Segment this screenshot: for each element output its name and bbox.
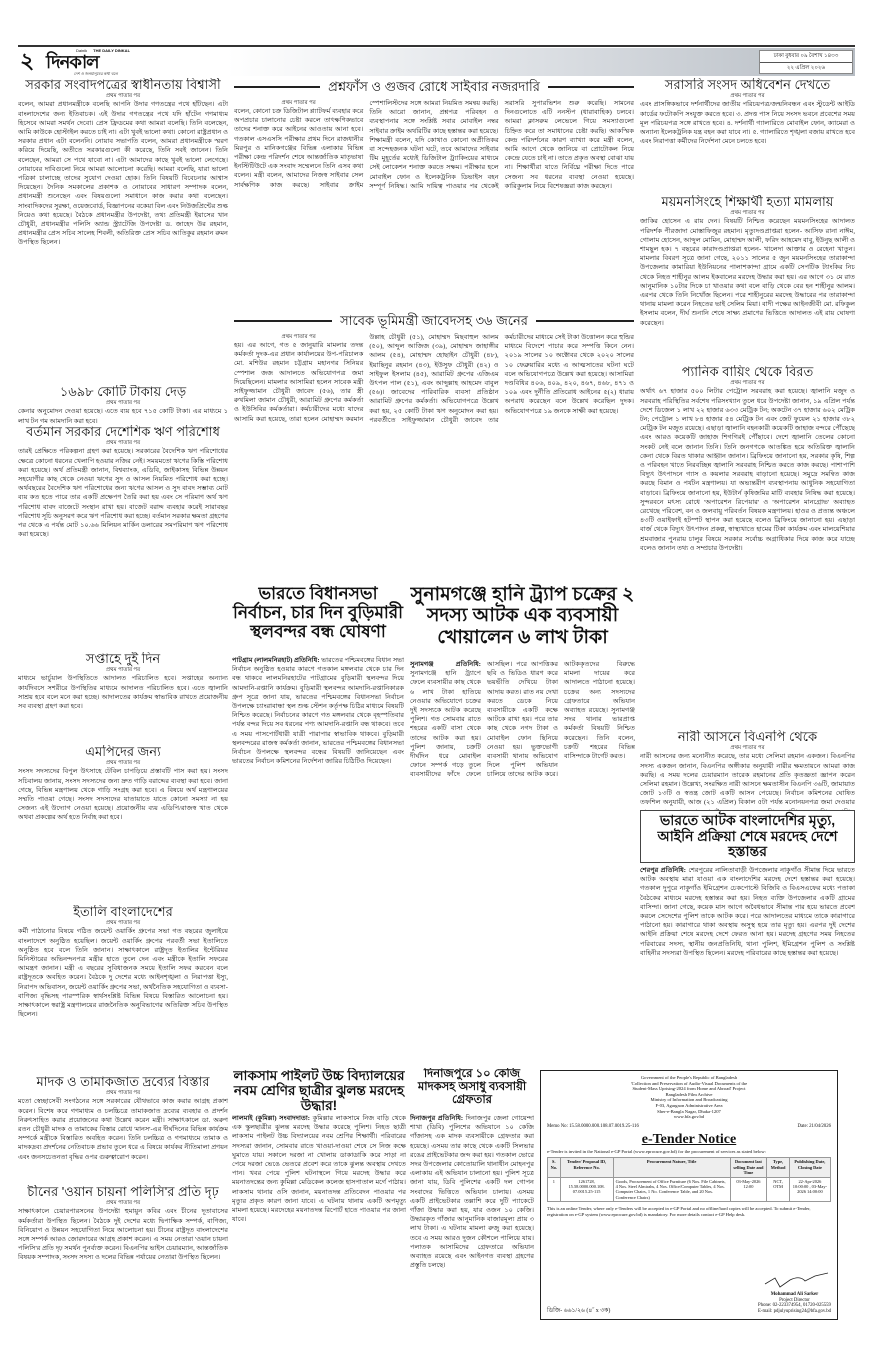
divider [536,320,634,322]
signatory-phone: Phone: 02-223374954, 01720-025559 [758,1303,831,1309]
article-body [410,660,635,1058]
table-cell: NCT, OTM [767,1177,790,1202]
body-text: দিনাজপুর জেলা গোয়েন্দা শাখা (ডিবি) পুলিশের অভিযানে ১০ কেজি গাঁজাসহ এক মাদক ব্যবসায়ীকে গ্রেফতার করা হয়েছে। এসময় তার কাছে থেকে একটি সিলভার রঙের প্রাইভেটকার জব্দ করা হয়। গতকাল ভোরে সদর উপজেলার কোতোয়ালি থানাধীন মোহনপুর এলাকায় এই অভিযান চালানো হয়। পুলিশ সূত্রে জানা যায়, ডিবি পুলিশের একটি দল গোপন সংবাদের ভিত্তিতে অভিযান চালায়। এসময় একটি প্রাইভেটকার তল্লাশি করে দুটি প্যাকেটে গাঁজা উদ্ধার করা হয়, যার ওজন ১০ কেজি। উদ্ধারকৃত গাঁজার আনুমানিক বাজারমূল্য প্রায় ৩ লাখ টাকা। এ ঘটনায় মামলা রুজু করা হয়েছে। তবে এ সময় আরও দুজন কৌশলে পালিয়ে যায়। পলাতক আসামিদের গ্রেফতারে অভিযান অব্যাহত রয়েছে এবং আইনগত ব্যবস্থা গ্রহণের প্রস্তুতি চলছে। [410,1115,534,1270]
continued-label: প্রথম পাতার পর [105,1090,141,1097]
date-english: ২২ এপ্রিল ২০২৬ [786,65,826,71]
memo-row [547,1124,831,1130]
article [18,905,228,1075]
table-cell: 03-May-2026 12:00 [730,1177,767,1202]
article-headline: প্রশ্নফাঁস ও গুজব রোধে সাইবার নজরদারি [328,79,540,94]
column-header: Procurement Nature, Title [613,1158,730,1177]
notice-bottom-row [547,1271,831,1315]
notice-title: e-Tender Notice [641,1131,737,1147]
headline-row [234,80,634,94]
article-body [410,1114,534,1270]
issuer-line: Ministry of Information and Broadcasting [650,1097,728,1103]
issuer-block [547,1075,831,1120]
issuer-line: Student-Mass Uprising-2024 from Home and Abroad' Project [632,1086,746,1092]
continued-label: প্রথম পাতার পর [730,380,765,387]
left-column [18,78,228,1322]
article [18,78,228,385]
issuer-line: 'Collection and Preservation of Audio-Visual Documents of the [630,1080,748,1086]
logo-english: THE DAILY DINKAL [93,48,131,53]
issuer-line: F-03, Agargaon Administrative Area [655,1102,723,1108]
article-body: কেনার অনুমোদন দেওয়া হয়েছে। এতে ব্যয় হবে ৭১৫ কোটি টাকা। এর মাধ্যমে ১ লাখ টন গম আমদানি করা হবে। [18,408,228,425]
article [640,365,855,730]
article-headline: সরাসরি সংসদ অধিবেশন দেখতে [664,78,831,92]
article-body [234,99,634,309]
continued-label: প্রথম পাতার পর [105,920,141,927]
table-cell: 1 [548,1177,561,1202]
signatory-block [758,1271,831,1315]
logo-small: Dainik [76,48,88,53]
article-headline: এমপিদের জন্য [85,745,161,759]
article [410,1068,534,1322]
body-text: হয়। এর আগে, গত ৫ জানুয়ারি মামলার তদন্ত কর্মকর্তা দুদক-এর প্রধান কার্যালয়ের উপ-পরিচালক মো. মশিউর রহমান চট্টগ্রাম মহানগর সিনিয়র স্পেশাল জজ আদালতে অভিযোগপত্র জমা দিয়েছিলেন। মামলার আসামিরা হলেন সাবেক মন্ত্রী সাইফুজ্জামান চৌধুরী জাবেদ (৫৬), তার স্ত্রী রুখমিলা জামান চৌধুরী, আরামিট গ্রুপের কর্মকর্তা ও ইউসিবির কর্মকর্তারা। কর্মচারীদের মধ্যে যাদের আসামি করা হয়েছে, তারা হলেন মোহাম্মদ করমান উল্লাহ চৌধুরী (৫১), মোহাম্মদ মিছবাহুল আলম (৫০), আব্দুল আজিজ (৩৯), মোহাম্মদ জাহাঙ্গীর আলম (৫৪), মোহাম্মদ হোছাইন চৌধুরী (৪৮), ইয়াছিনুর রহমান (৪৩), ইউসুফ চৌধুরী (৪২) ও সাইফুল ইসলাম (৪৫), আরামিট গ্রুপের এজিএম উৎপল পাল (৫১), এবং আব্দুল্লাহ আহমেদ বাবুল (৫৬)। জাবেদের পারিবারিক ব্যবসা প্রতিষ্ঠান আরামিট গ্রুপের কর্মকর্তা। অভিযোগপত্রে উল্লেখ করা হয়, ২৫ কোটি টাকা ঋণ অনুমোদন করা হয়। পরবর্তীতে সাইফুজ্জামান চৌধুরী জাবেদ তার কর্মচারীদের মাধ্যমে সেই টাকা উত্তোলন করে হুন্ডির মাধ্যমে বিদেশে পাচার করে সম্পত্তি কিনে নেন। ২০১৯ সালের ১০ অক্টোবর থেকে ২০২০ সালের ১০ ফেব্রুয়ারির মধ্যে এ আত্মসাতের ঘটনা ঘটে বলে অভিযোগপত্রে উল্লেখ করা হয়েছে। আসামিরা দণ্ডবিধির ৪০৬, ৪০৯, ৪২০, ৪৬৭, ৪৬৮, ৪৭১ ও ১০৯ এবং দুর্নীতি প্রতিরোধ আইনের ৫(২) ধারায় অপরাধ করেছেন বলে উল্লেখ করেছিল দুদক। অভিযোগপত্রে ১৯ জনকে সাক্ষী করা হয়েছে। [234,334,634,424]
body-text: ভারতের পশ্চিমবঙ্গের বিধান সভা নির্বাচন অনুষ্ঠিত হওয়ার কারণে গতকাল মঙ্গলবার থেকে চার দিন বন্ধ থাকবে লালমনিরহাটের পাটগ্রামের বুড়িমারী স্থলবন্দর দিয়ে আমদানি-রপ্তানি কার্যক্রম। বুড়িমারী স্থলবন্দর আমদানি-রপ্তানিকারক গ্রুপ সূত্রে জানা যায়, ভারতের পশ্চিমবঙ্গের বিধানসভা নির্বাচন উপলক্ষে চ্যাংরাবান্ধা স্থল শুল্ক স্টেশন কর্তৃপক্ষ চিঠির মাধ্যমে বিষয়টি নিশ্চিত করেছে। নির্বাচনের কারণে গত মঙ্গলবার থেকে বৃহস্পতিবার পর্যন্ত বন্দর দিয়ে সব ধরনের পণ্য আমদানি-রপ্তানি বন্ধ থাকবে। তবে এ সময় পাসপোর্টধারী যাত্রী পারাপার স্বাভাবিক থাকবে। বুড়িমারী স্থলবন্দরের রাজস্ব কর্মকর্তা জানান, ভারতের পশ্চিমবঙ্গের বিধানসভা নির্বাচন উপলক্ষে স্থলবন্দর বন্ধের বিষয়টি জানিয়েছেন এবং ভারতের নির্বাচন কমিশনের নির্দেশনা জারির চিঠিটিও দিয়েছেন। [232,657,404,766]
article [640,78,855,195]
article-headline: দিনাজপুরে ১০ কেজি মাদকসহ অসাধু ব্যবসায়ী গ্রেফতার [417,1068,527,1106]
article-body: মতো স্বেচ্ছাসেবী সংগঠনের সঙ্গে সরকারের যৌথভাবে কাজ করার আগ্রহ প্রকাশ করেন। বিশেষ করে গণমাধ্যম ও চলচ্চিত্রে তামাকজাত দ্রব্যের ব্যবহার ও প্রদর্শন নিরুৎসাহিত করার প্রয়োজনের কথা উল্লেখ করেন মন্ত্রী। সাক্ষাৎকালে ডা. অরুণ রতন চৌধুরী মাদক ও তামাকের বিস্তার রোধে 'মানস'-এর দীর্ঘদিনের বিভিন্ন কার্যক্রম সম্পর্কে মন্ত্রীকে বিস্তারিত অবহিত করেন। তিনি চলচ্চিত্র ও গণমাধ্যমে তামাক ও মাদকদ্রব্য প্রদর্শনের নেতিবাচক প্রভাব তুলে ধরে এ বিষয়ে কার্যকর নীতিমালা প্রণয়ন এবং জনসচেতনতা বৃদ্ধির ওপর গুরুত্বারোপ করেন। [18,1098,228,1161]
article [18,1185,228,1322]
continued-label: প্রথম পাতার পর [281,334,316,340]
body-text: বলেন, কোনো চক্র ডিজিটাল প্ল্যাটফর্ম ব্যবহার করে অপপ্রচার চালানোর চেষ্টা করলে তাৎক্ষণিকভাবে তাদের শনাক্ত করে আইনের আওতায় আনা হবে। গতকাল এসএসসি পরীক্ষার প্রথম দিনে রাজধানীর মিরপুর ও মানিকগঞ্জের বিভিন্ন এলাকার বিভিন্ন পরীক্ষা কেন্দ্র পরিদর্শন শেষে আন্তর্জাতিক মাতৃভাষা ইনস্টিটিউটে এক সংবাদ সম্মেলনে তিনি এসব কথা বলেন। মন্ত্রী বলেন, আমাদের নিজস্ব সাইবার সেল সার্বক্ষণিক কাজ করছে। সাইবার ক্রাইম স্পেশালিস্টদের সঙ্গে আমরা নিয়মিত সমন্বয় করছি। তিনি আরো জানান, প্রশ্নপত্র পরিবহন ও ব্যবস্থাপনার সঙ্গে সংশ্লিষ্ট সবার মোবাইল নম্বর সাইবার ক্রাইম অথরিটির কাছে হস্তান্তর করা হয়েছে। শিক্ষামন্ত্রী বলেন, যদি কোথাও কোনো অপ্রীতিকর বা সন্দেহজনক ঘটনা ঘটে, তবে আমাদের সাইবার টিম মুহূর্তের মধ্যেই ডিজিটাল ট্র্যাকিংয়ের মাধ্যমে সেই লোকেশন শনাক্ত করতে সক্ষম। পরীক্ষার হলে মোবাইল ফোন ও ইলেকট্রনিক ডিভাইস বহন সম্পূর্ণ নিষিদ্ধ। আমি দায়িত্ব পাওয়ার পর থেকেই সরাসরি সুপারভিশন শুরু করেছি। সামনের দিনগুলোতে এটি ননস্টপ (ধারাবাহিক) চলবে। আমরা ক্লাসরুম লেভেলে গিয়ে সমস্যাগুলো চিহ্নিত করে তা সমাধানের চেষ্টা করছি। আকস্মিক কেন্দ্র পরিদর্শনের কারণ ব্যাখ্যা করে মন্ত্রী বলেন, আমি আগে থেকে জানিয়ে বা প্রোটোকল নিয়ে কেন্দ্রে যেতে চাই না। তাতে প্রকৃত অবস্থা বোঝা যায় না। শিক্ষার্থীরা যাতে নির্বিঘ্নে পরীক্ষা দিতে পারে সেজন্য সব ধরনের ব্যবস্থা নেওয়া হয়েছে। কারিকুলাম নিয়ে বিশেষজ্ঞরা কাজ করছেন। [234,100,634,190]
article-body: তারই প্রেক্ষিতে পরিকল্পনা গ্রহণ করা হয়েছে। সরকারের বৈদেশিক ঋণ পরিশোধের ক্ষেত্রে কোনো ধরনের খেলাপি হওয়ার নজির নেই। সময়মতো ঋণের কিস্তি পরিশোধ করা হয়েছে। অর্থ প্রতিমন্ত্রী জানান, বিশ্বব্যাংক, এডিবি, জাইকাসহ বিভিন্ন উন্নয়ন সহযোগীর কাছ থেকে নেওয়া ঋণের সুদ ও আসল নিয়মিত পরিশোধ করা হচ্ছে। অর্থবছরের বৈদেশিক ঋণ পরিশোধের জন্য ঋণের আসল ও সুদ বাবদ সম্ভাব্য মোট ব্যয় কত হতে পারে তার একটি প্রক্ষেপণ তৈরি করা হয় এবং সে পরিমাণ অর্থ ঋণ পরিশোধ বাবদ বাজেটে সংস্থান রাখা হয়। বাজেট বরাদ্দ ব্যবহার করেই সারাবছর পরিশোধ সূচি অনুসরণ করে ঋণ পরিশোধ করা হচ্ছে। বর্তমান সরকার ক্ষমতা গ্রহণের পর থেকে এ পর্যন্ত মোট ১০.৬৬ মিলিয়ন মার্কিন ডলারের সমপরিমাণ ঋণ পরিশোধ করা হয়েছে। [18,448,228,539]
article [18,652,228,745]
article [640,810,855,1064]
continued-label: প্রথম পাতার পর [730,745,765,752]
article-headline: ভারতে বিধানসভা নির্বাচন, চার দিন বুড়িমারী স্থলবন্দর বন্ধ ঘোষণা [232,584,404,642]
dateline: দিনাজপুর প্রতিনিধি: [410,1115,464,1122]
continued-label: প্রথম পাতার পর [105,667,141,674]
signature-icon [760,1271,830,1289]
tagline: দেশ ও জনমানুষের কথা বলে [74,71,119,76]
article-body: কর্মী পাঠানোর বিষয়ে গঠিত জয়েন্ট ওয়ার্কিং গ্রুপের সভা গত বছরের জুলাইয়ে বাংলাদেশে অনুষ্ঠিত হয়েছিল। জয়েন্ট ওয়ার্কিং গ্রুপের পরবর্তী সভা ইতালিতে অনুষ্ঠিত হবে বলে তিনি জানান। সাক্ষাৎকালে রাষ্ট্রদূত ইতালির ইন্টেরিয়র মিনিস্টারের অভিনন্দনপত্র মন্ত্রীর হাতে তুলে দেন এবং মন্ত্রীকে ইতালি সফরের আমন্ত্রণ জানান। মন্ত্রী এ বছরের সুবিধাজনক সময়ে ইতালি সফর করবেন বলে রাষ্ট্রদূতকে অবহিত করেন। বৈঠকে দু দেশের মধ্যে আইনশৃঙ্খলা ও নিরাপত্তা ইস্যু, নিরাপদ অভিবাসন, জয়েন্ট ওয়ার্কিং গ্রুপের সভা, অর্থনৈতিক সহযোগিতা ও ব্যবসা-বাণিজ্য বৃদ্ধিসহ পারস্পরিক স্বার্থসংশ্লিষ্ট বিভিন্ন বিষয়ে বিস্তারিত আলোচনা হয়। সাক্ষাৎকালে স্বরাষ্ট্র মন্ত্রণালয়ের রাজনৈতিক অনুবিভাগের অতিরিক্ত সচিব উপস্থিত ছিলেন। [18,928,228,1019]
article-body [232,1114,406,1224]
article-headline: সুনামগঞ্জে হানি ট্র্যাপ চক্রের ২ সদস্য আটক এক ব্যবসায়ী খোয়ালেন ৬ লাখ টাকা [410,584,635,648]
page-number: ২ [20,48,35,73]
e-tender-notice [540,1070,838,1320]
article-body: সংসদ সদস্যদের বিপুল উৎসাহে টেবিল চাপড়িয়ে প্রস্তাবটি পাস করা হয়। সংসদ সচিবালয় জানায়, সংসদ সদস্যদের জন্য দ্রুত গাড়ি বরাদ্দের ব্যবস্থা করা হবে। জানা গেছে, বিভিন্ন মন্ত্রণালয় থেকে গাড়ি সংগ্রহ করা হবে। এ বিষয়ে অর্থ মন্ত্রণালয়ের সম্মতি পাওয়া গেছে। সংসদ সদস্যদের যাতায়াতে যাতে কোনো সমস্যা না হয় সেজন্য এই উদ্যোগ নেওয়া হয়েছে। প্রয়োজনীয় ব্যয় এডিপি/রাজস্ব খাত থেকে অথবা প্রকল্পের অর্থ হতে নির্বাহ করা হবে। [18,768,228,822]
article-headline: নারী আসনে বিএনপি থেকে [677,730,818,744]
issuer-line: www.bfa.gov.bd [673,1114,705,1120]
article [18,745,228,905]
date-box [759,50,853,74]
article-headline: চীনের 'ওয়ান চায়না পলিসি'র প্রতি দৃঢ় [27,1185,219,1199]
continued-label: প্রথম পাতার পর [105,400,141,407]
article-headline: সপ্তাহে দুই দিন [85,652,161,666]
article-body: এবং প্রাসঙ্গিকভাবে দর্শনার্থীদের জাতীয় পরিচয়পত্র/জন্মনিবন্ধন এবং স্টুডেন্ট আইডি কার্ডের ফটোকপি সংযুক্ত করতে হবে। ৩. প্রদত্ত পাস নিয়ে সংসদ ভবনে প্রবেশের সময় মূল পরিচয়পত্র সঙ্গে রাখতে হবে। ৪. দর্শনার্থী গ্যালারিতে মোবাইল ফোন, ক্যামেরা ও অন্যান্য ইলেকট্রনিক যন্ত্র বহন করা যাবে না। ৫. গ্যালারিতে শৃঙ্খলা বজায় রাখতে হবে এবং নিরাপত্তা কর্মীদের নির্দেশনা মেনে চলতে হবে। [640,101,855,146]
continued-label: প্রথম পাতার পর [281,100,316,106]
column-header: Publishing Date, Closing Date [789,1158,830,1177]
article [18,425,228,652]
article [232,584,404,1062]
article-headline: ভারতে আটক বাংলাদেশির মৃত্যু, আইনি প্রক্রিয়া শেষে মরদেহ দেশে হস্তান্তর [640,810,855,863]
issuer-line: Bangladesh Film Archive [665,1091,713,1097]
article-body [640,866,855,958]
continued-label: প্রথম পাতার পর [105,440,141,447]
tender-table [547,1157,831,1202]
table-cell: 22-Apr-2026 10:00:00 , 03-May-2026 14:00:00 [789,1177,830,1202]
article-body: নারী আসনের জন্য মনোনীত করেছে, তার মধ্যে সেলিমা রহমান একজন। বিএনপির সদস্য একজন জানান, বিএনপির অঙ্গীকার অনুযায়ী নারীর ক্ষমতায়নে আমরা কাজ করছি। এ সময় দলের চেয়ারম্যান তারেক রহমানের প্রতি কৃতজ্ঞতা জ্ঞাপন করেন সেলিমা রহমান। উল্লেখ্য, সংরক্ষিত নারী আসনে ক্ষমতাসীন বিএনপি ৩৬টি, জামায়াত জোট ১৩টি ও স্বতন্ত্র জোট একটি আসন পেয়েছে। নির্বাচন কমিশনের ঘোষিত তফশিল অনুযায়ী, আজ (২১ এপ্রিল) বিকাল ৫টা পর্যন্ত মনোনয়নপত্র জমা দেওয়ার [640,753,855,807]
article [18,1075,228,1185]
article-headline: লাকসাম পাইলট উচ্চ বিদ্যালয়ের নবম শ্রেণির ছাত্রীর ঝুলন্ত মরদেহ উদ্ধার! [233,1068,405,1114]
article-body: মাধ্যমে ভার্চুয়াল উপস্থিতিতে আদালত পরিচালিত হবে। সপ্তাহের অন্যান্য কার্যদিবসে সশরীরে উপস্থিতির মাধ্যমে আদালত পরিচালিত হবে। এতে জ্বালানি সাশ্রয় হবে বলে মনে করা হচ্ছে। আদালতের কার্যক্রম স্বাভাবিক রাখতে প্রয়োজনীয় সব ব্যবস্থা গ্রহণ করা হবে। [18,675,228,710]
article-headline: মাদক ও তামাকজাত দ্রব্যের বিস্তার [36,1075,210,1089]
date-bangla: ঢাকা বুধবার ০৯ বৈশাখ ১৪৩৩ [760,51,852,63]
right-column [640,78,855,1068]
article-body [234,333,634,578]
body-text: শেরপুরের নালিতাবাড়ী উপজেলার নাকুগাঁও সীমান্ত দিয়ে ভারতে আটক অবস্থায় মারা যাওয়া এক বাংলাদেশির মরদেহ দেশে হস্তান্তর করা হয়েছে। গতকাল দুপুরে নাকুগাঁও ইমিগ্রেশন চেকপোস্টে বিজিবি ও বিএসএফের মধ্যে পতাকা বৈঠকের মাধ্যমে মরদেহ হস্তান্তর করা হয়। নিহত ব্যক্তি উপজেলার একটি গ্রামের বাসিন্দা। জানা গেছে, কয়েক মাস আগে অবৈধভাবে সীমান্ত পার হয়ে ভারতে প্রবেশ করলে সেদেশের পুলিশ তাকে আটক করে। পরে আদালতের মাধ্যমে তাকে কারাগারে পাঠানো হয়। কারাগারে থাকা অবস্থায় অসুস্থ হয়ে তার মৃত্যু হয়। এরপর দুই দেশের আইনি প্রক্রিয়া শেষে মরদেহ দেশে ফেরত আনা হয়। মরদেহ গ্রহণের সময় নিহতের পরিবারের সদস্য, স্থানীয় জনপ্রতিনিধি, থানা পুলিশ, ইমিগ্রেশন পুলিশ ও সংশ্লিষ্ট বাহিনীর সদস্যরা উপস্থিত ছিলেন। মরদেহ পরিবারের কাছে হস্তান্তর করা হয়েছে। [640,867,855,957]
article-headline: বর্তমান সরকার দেশেশিক ঋণ পরিশোধ [26,425,220,439]
article-headline: ইতালি বাংলাদেশের [73,905,173,919]
article-body [232,656,404,766]
dateline: সুনামগঞ্জ প্রতিনিধি: [410,661,481,668]
continued-label: প্রথম পাতার পর [730,93,765,100]
masthead [18,48,855,76]
notice-footer: This is an online Tender, where only e-Tenders will be accepted in e-GP Portal and no offline/hard copies will be accepted. To submit e-Tender, registration on e-GP system (www.eprocure.gov.bd) is mandatory. For more details contact e-GP Help desk. [547,1206,811,1217]
continued-label: প্রথম পাতার পর [105,760,141,767]
column-header: Type, Method [767,1158,790,1177]
dateline: লালমাই (কুমিল্লা) সংবাদদাতা: [232,1115,310,1122]
top-rule [18,45,855,47]
memo-number: Memo No: 15.58.0000.000.108.07.0019.25-116 [547,1123,639,1129]
column-header: Tender/ Proposal ID, Reference No. [560,1158,613,1177]
continued-label: প্রথম পাতার পর [105,1200,141,1207]
article-body: জাকির হোসেন এ রায় দেন। বিষয়টি নিশ্চিত করেছেন ময়মনসিংহের আদালত পরিদর্শক পীরজাদা মোস্তাফিজুর রহমান। মৃত্যুদণ্ডপ্রাপ্তরা হলেন- আসিফ রানা নাঈম, গোলাম হোসেন, আব্দুল মোমিন, মোহাম্মদ আলী, ফরিদ আহমেদ বাবু, ইউনুছ আলী ও শামছুল হক। ৭ বছরের কারাদণ্ডপ্রাপ্তরা হলেন- খালেদা আক্তার ও রেহেনা খাতুন। মামলার বিবরণ সূত্রে জানা গেছে, ২০১১ সালের ৫ জুন ময়মনসিংহের তারাকান্দা উপজেলার কামারিয়া ইউনিয়নের পালাশকান্দা গ্রামে একটি সেপটিক ট্যাংকির নিচ থেকে নিহত শাহীনুর আলম ইকবালের মরদেহ উদ্ধার করা হয়। এর আগে ৩১ মে রাত আনুমানিক ১০টার দিকে চা খাওয়ার কথা বলে বাড়ি থেকে বের হন শাহীনুর আলম। এরপর থেকে তিনি নিখোঁজ ছিলেন। পরে শাহীনুরের মরদেহ উদ্ধারের পর তারাকান্দা থানায় মামলা করেন নিহতের ভাই সেলিম মিয়া। বাদী পক্ষের আইনজীবী মো. রফিকুল ইসলাম বলেন, দীর্ঘ শুনানি শেষে সাক্ষ্য প্রমাণের ভিত্তিতে আদালত এই রায় ঘোষণা করেছেন। [640,218,855,327]
issuer-line: Government of the People's Republic of Bangladesh [640,1075,738,1080]
article-body: বলেন, আমরা প্রধানমন্ত্রীকে বলেছি আপনি উদার গণতন্ত্রের পথে হাঁটছেন। এটা বাংলাদেশের জন্য ইতিবাচক। এই উদার গণতন্ত্রের পথে যদি হাঁটেন গণমাধ্যম হিসেবে আমরা সমর্থন দেবো। প্রেস ফ্রিডমের কথা আমরা বলেছি। তিনি বলেছেন, আমি কাউকে হোস্টাইল করতে চাই না। এটা খুবই ভালো কথা। কোনো রাষ্ট্রপ্রধান ও সরকার প্রধান এটা বলেননি। নোয়াব সভাপতি বলেন, আমরা প্রধানমন্ত্রীকে স্মরণ করিয়ে দিয়েছি, অতীতে সরকারগুলো কী করেছে, তিনি সবই জানেন। তিনি বলেছেন, আমরা সে পথে যাবো না। এটা আমাদের কাছে খুবই ভালো লেগেছে। নোয়াবের দাবিগুলো নিয়ে আমরা আলোচনা করেছি। আমরা বলেছি, যারা ভালো পত্রিকা চালাচ্ছে তাদের সুযোগ দেওয়া হোক। তিনি বিষয়টি বিবেচনার আশ্বাস দিয়েছেন। দৈনিক সমকালের প্রকাশক ও নোয়াবের সাধারণ সম্পাদক বলেন, প্রধানমন্ত্রী শুনেছেন এবং বিষয়গুলো সমাধানে কাজ করার কথা বলেছেন। সাংবাদিকদের সুরক্ষা, ওয়েজবোর্ড, বিজ্ঞাপনের বকেয়া বিল এবং নিউজপ্রিন্টের শুল্ক নিয়েও কথা হয়েছে। বৈঠকে প্রধানমন্ত্রীর উপদেষ্টা, তথ্য প্রতিমন্ত্রী ইয়াসের খান চৌধুরী, প্রধানমন্ত্রীর পলিসি অ্যান্ড স্ট্র্যাটেজি উপদেষ্টা ড. জাহেদ উর রহমান, প্রধানমন্ত্রীর প্রেস সচিব সালেহ শিবলী, অতিরিক্ত প্রেস সচিব আতিকুর রহমান রুমন উপস্থিত ছিলেন। [18,101,228,247]
article [232,1068,406,1322]
dateline: পাটগ্রাম (লালমনিরহাট) প্রতিনিধি: [232,657,320,664]
ad-code: ডিজি- ৬৬১/২৬ (৪˝ x ৩ক) [547,1308,611,1314]
divider [548,86,634,88]
logo: দিনকাল [46,52,99,72]
article [410,584,635,1062]
headline-row [234,314,634,328]
signatory-designation: Project Director [779,1297,810,1303]
table-cell: 1261728, 15.58.0000.000.108. 07.0015.25-115 [560,1177,613,1202]
article [640,195,855,365]
continued-label: প্রথম পাতার পর [730,210,765,217]
brand-block [46,48,130,76]
dateline: শেরপুর প্রতিনিধি: [640,867,686,875]
article-body: অর্থাৎ ৬৭ হাজার ৫০০ লিটার পেট্রোল সরবরাহ করা হয়েছে। জ্বালানি মজুদ ও সরবরাহ পরিস্থিতির সর্বশেষ পরিসংখ্যান তুলে ধরে উপদেষ্টা জানান, ১৯ এপ্রিল পর্যন্ত দেশে ডিজেল ১ লাখ ২২ হাজার ৬৩৩ মেট্রিক টন; অকটেন ৩৭ হাজার ৬০২ মেট্রিক টন; পেট্রোল ১ লাখ ৮৪ হাজার ৫৪ মেট্রিক টন এবং জেট ফুয়েল ২১ হাজার ৩৮২ মেট্রিক টন মজুত রয়েছে। এছাড়া জ্বালানি বহনকারী কয়েকটি জাহাজ বন্দরে পৌঁছেছে এবং আরও কয়েকটি জাহাজ শিগগিরই পৌঁছাবে। দেশে জ্বালানি তেলের কোনো সংকট নেই বলে জানান তিনি। তিনি জনগণকে আতঙ্কিত হয়ে অতিরিক্ত জ্বালানি কেনা থেকে বিরত থাকার আহ্বান জানান। ব্রিফিংয়ে জানানো হয়, সরকার কৃষি, শিল্প ও পরিবহন খাতে নিরবচ্ছিন্ন জ্বালানি সরবরাহ নিশ্চিত করতে কাজ করছে। পাশাপাশি বিদ্যুৎ উৎপাদনে গ্যাস ও কয়লার সরবরাহ বাড়ানো হয়েছে। সমুদ্রে সমন্বিত কাজ করছে বিমান ও পর্যটন মন্ত্রণালয়। যা অভ্যন্তরীণ ব্যবস্থাপনায় আধুনিক সহযোগিতা বাড়াবে। ব্রিফিংয়ে জানানো হয়, ইউটার্ন কৃষিজমির মাটি ব্যবহার নিষিদ্ধ করা হয়েছে। সুন্দরবনে মৎস্য রোধে 'অপারেশন রিপেয়ার' ও 'অপারেশন মানগ্রোভ' অব্যাহত রেখেছে পরিবেশ, বন ও জলবায়ু পরিবর্তন বিষয়ক মন্ত্রণালয়। হাওর ও প্রত্যন্ত অঞ্চলে ৪৩টি ওয়াইফাই হটস্পট স্থাপন করা হয়েছে বলেও ব্রিফিংয়ে জানানো হয়। এছাড়া বার্জ থেকে বিদ্যুৎ উৎপাদন প্রকল্প, স্বাস্থ্যখাতে হামের টিকা কার্যক্রম এবং মালয়েশিয়ার শ্রমবাজার পুনরায় চালুর বিষয়ে সরকার সর্বোচ্চ অগ্রাধিকার দিয়ে কাজ করে যাচ্ছে বলেও জানান তথ্য ও সম্প্রচার উপদেষ্টা। [640,388,855,552]
table-row [548,1177,831,1202]
divider [234,320,332,322]
article-headline: সাবেক ভূমিমন্ত্রী জাবেদসহ ৩৬ জনের [340,313,528,328]
article-headline: সরকার সংবাদপত্রের স্বাধীনতায় বিশ্বাসী [25,78,221,92]
article-headline: প্যানিক বায়িং থেকে বিরত [681,365,814,379]
table-cell: Goods, Procurement of Office Furniture (6 Nos. File Cabinets, 4 Nos. Steel Almirahs, 4 Nos. Office/Computer Tables, 4 Nos. Computer Chairs, 1 No. Conference Table, and 20 Nos. Conference Chairs) [613,1177,730,1202]
issuer-line: Sher-e-Bangla Nagar, Dhaka-1207 [657,1108,721,1114]
body-text: কুমিল্লার লাকসামে নিজ বাড়ি থেকে এক স্কুলছাত্রীর ঝুলন্ত মরদেহ উদ্ধার করেছে পুলিশ। নিহত ছাত্রী লাকসাম পাইলট উচ্চ বিদ্যালয়ের নবম শ্রেণির শিক্ষার্থী। পরিবারের সদস্যরা জানান, সোমবার রাতে খাওয়া-দাওয়া শেষে সে নিজ কক্ষে ঘুমাতে যায়। সকালে দরজা না খোলায় ডাকাডাকি করে সাড়া না পেয়ে দরজা ভেঙে ভেতরে প্রবেশ করে তাকে ঝুলন্ত অবস্থায় দেখতে পান। খবর পেয়ে পুলিশ ঘটনাস্থলে গিয়ে মরদেহ উদ্ধার করে ময়নাতদন্তের জন্য কুমিল্লা মেডিকেল কলেজ হাসপাতাল মর্গে পাঠায়। লাকসাম থানার ওসি জানান, ময়নাতদন্ত প্রতিবেদন পাওয়ার পর মৃত্যুর প্রকৃত কারণ জানা যাবে। এ ঘটনায় থানায় একটি অপমৃত্যু মামলা হয়েছে। মরদেহের ময়নাতদন্ত রিপোর্ট হাতে পাওয়ার পর জানা যাবে। [232,1115,406,1224]
notice-intro: e-Tender is invited in the National e-GP Portal (www.eprocure.gov.bd) for the procurement of services as stated below: [547,1148,766,1154]
signatory-name: Mohammad Ali Sarker [770,1291,819,1297]
table-header [548,1158,831,1177]
article-body: সাক্ষাৎকালে চেয়ারপারসনের উপদেষ্টা হুমায়ুন কবির এবং চীনের দূতাবাসের কর্মকর্তারা উপস্থিত ছিলেন। বৈঠকে দুই দেশের মধ্যে দ্বিপাক্ষিক সম্পর্ক, বাণিজ্য, বিনিয়োগ ও উন্নয়ন সহযোগিতা নিয়ে আলোচনা হয়। চীনের রাষ্ট্রদূত বাংলাদেশের সঙ্গে সম্পর্ক আরও জোরদারের আগ্রহ প্রকাশ করেন। এ সময় নেতারা 'ওয়ান চায়না পলিসি'র প্রতি দৃঢ় সমর্থন পুনর্ব্যক্ত করেন। বিএনপির ভাইস চেয়ারম্যান, আন্তর্জাতিক বিষয়ক সম্পাদক, সংসদ সদস্য ও দলের বিভিন্ন পর্যায়ের নেতারা উপস্থিত ছিলেন। [18,1208,228,1262]
article [18,385,228,425]
continued-label: প্রথম পাতার পর [105,93,141,100]
signatory-email: E-mail: pdjulyuprising24@bfa.gov.bd [758,1309,831,1315]
article-headline: ময়মনসিংহে শিক্ষার্থী হত্যা মামলায় [661,195,834,209]
article-headline: ১৬৯৮ কোটি টাকায় দেড় [59,385,187,399]
notice-date: Date: 21/04/2026 [797,1123,831,1129]
column-header: S. No. [548,1158,561,1177]
body-text: সুনামগঞ্জে হানি ট্র্যাপে ফেলে ব্যবসায়ীর কাছ থেকে ৬ লাখ টাকা হাতিয়ে নেওয়ার অভিযোগে চক্রের দুই সদস্যকে আটক করেছে পুলিশ। গত সোমবার রাতে শহরের একটি বাসা থেকে তাদের আটক করা হয়। পুলিশ জানায়, চক্রটি দীর্ঘদিন ধরে মোবাইল ফোনে সম্পর্ক গড়ে তুলে ব্যবসায়ীদের ফাঁদে ফেলে আসছিল। পরে আপত্তিকর ছবি ও ভিডিও ধারণ করে ভয়ভীতি দেখিয়ে টাকা আদায় করত। রাত নয় দেখা করতে ডেকে নিয়ে ব্যবসায়ীকে একটি কক্ষে আটকে রাখা হয়। পরে তার কাছ থেকে নগদ টাকা ও মোবাইল ফোন ছিনিয়ে নেওয়া হয়। ভুক্তভোগী ব্যবসায়ী থানায় অভিযোগ দিলে পুলিশ অভিযান চালিয়ে তাদের আটক করে। আটককৃতদের বিরুদ্ধে মামলা দায়ের করে আদালতে পাঠানো হয়েছে। চক্রের অন্য সদস্যদের গ্রেফতারে অভিযান অব্যাহত রয়েছে। সুনামগঞ্জ সদর থানার ভারপ্রাপ্ত কর্মকর্তা বিষয়টি নিশ্চিত করেছেন। তিনি বলেন, চক্রটি শহরের বিভিন্ন বাসিন্দাকে টার্গেট করত। [410,661,635,779]
divider [234,86,320,88]
article [640,730,855,810]
column-header: Document last selling Date and Time [730,1158,767,1177]
